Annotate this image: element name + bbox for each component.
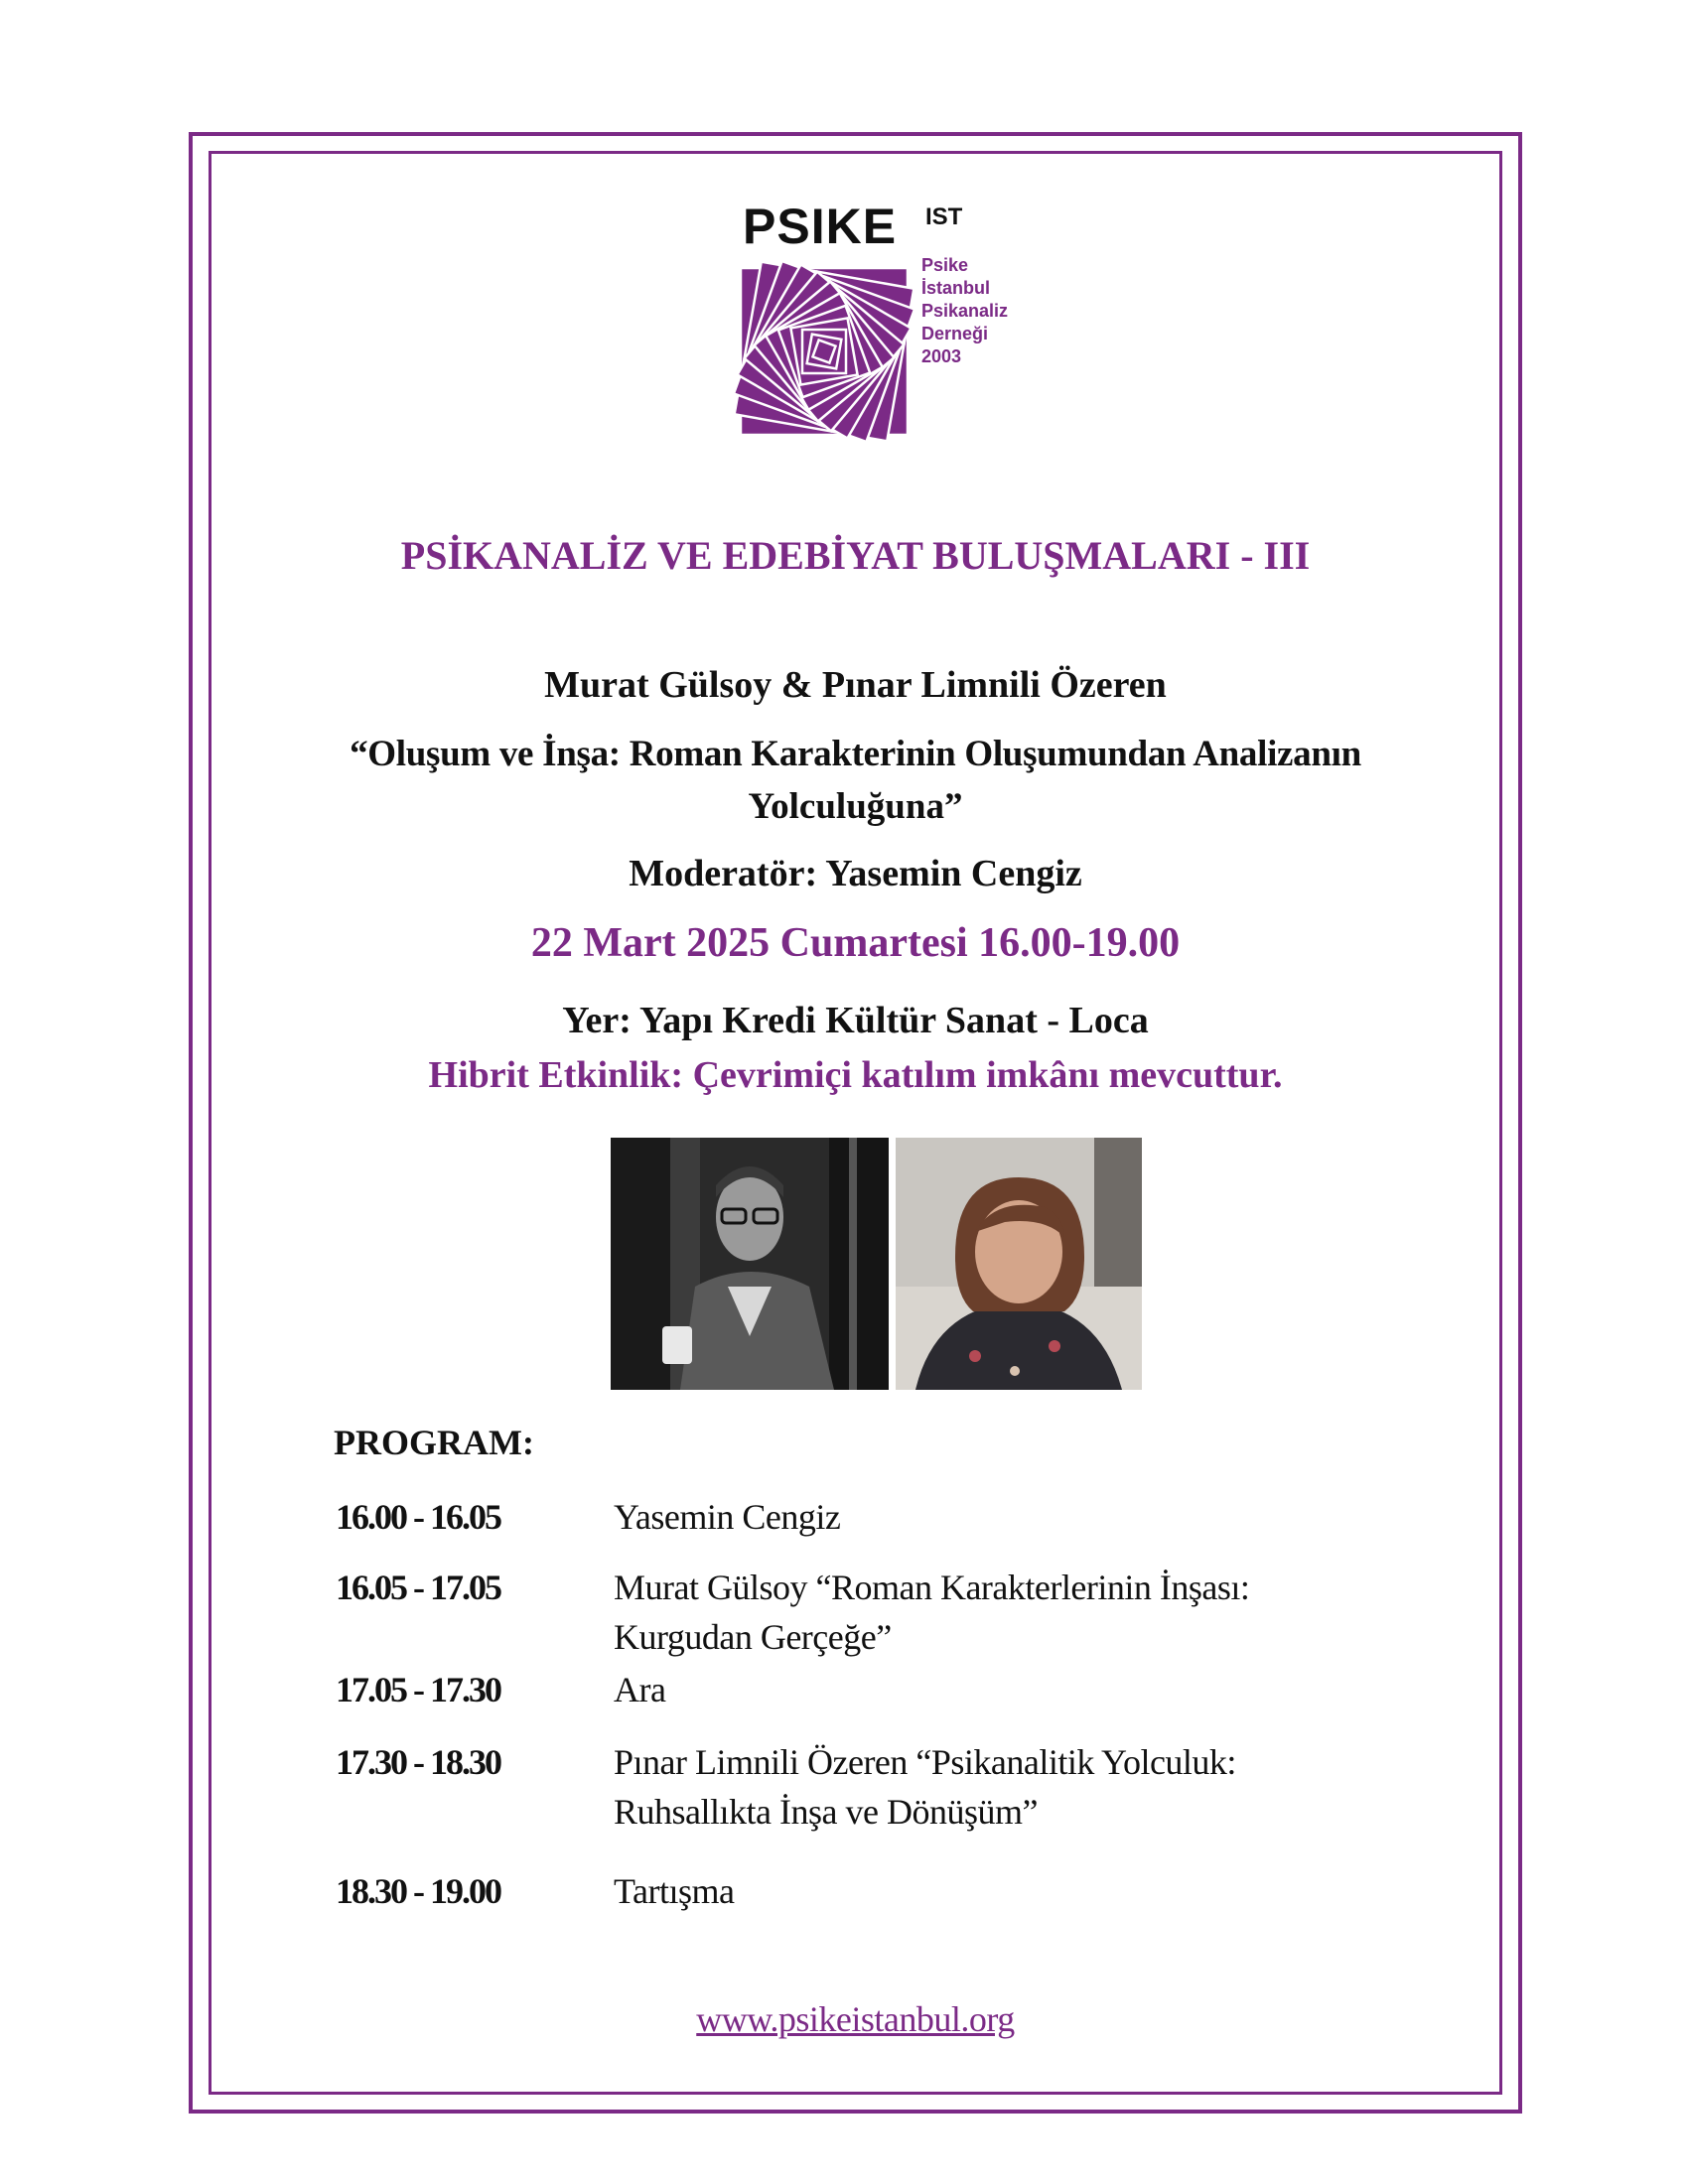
program-time: 16.00 - 16.05 [336,1497,500,1537]
talk-title-line1: “Oluşum ve İnşa: Roman Karakterinin Oluşumundan Analizanın [350,734,1361,774]
program-desc: Tartışma [614,1871,735,1911]
program-time: 16.05 - 17.05 [336,1568,500,1607]
event-venue: Yer: Yapı Kredi Kültür Sanat - Loca [562,1000,1149,1041]
series-title: PSİKANALİZ VE EDEBİYAT BULUŞMALARI - III [400,533,1311,578]
event-datetime: 22 Mart 2025 Cumartesi 16.00-19.00 [530,920,1181,966]
logo-wordmark: PSIKE [743,199,898,254]
psike-logo [715,199,1033,447]
program-time: 18.30 - 19.00 [336,1871,500,1911]
program-time: 17.05 - 17.30 [336,1670,500,1709]
speakers: Murat Gülsoy & Pınar Limnili Özeren [544,664,1167,706]
program-desc: Pınar Limnili Özeren “Psikanalitik Yolculuk: Ruhsallıkta İnşa ve Dönüşüm” [614,1742,1236,1832]
website-link[interactable]: www.psikeistanbul.org [696,1999,1015,2039]
program-desc: Murat Gülsoy “Roman Karakterlerinin İnşası: Kurgudan Gerçeğe” [614,1568,1250,1657]
logo-superscript: IST [925,204,963,230]
program-desc: Ara [614,1670,666,1709]
logo-subtitle: Psike İstanbul Psikanaliz Derneği 2003 [921,255,1009,366]
spiral-squares-logo-icon [725,256,923,447]
talk-title-line2: Yolculuğuna” [748,786,963,827]
speaker-photo-murat-gulsoy [611,1138,889,1390]
moderator: Moderatör: Yasemin Cengiz [629,853,1082,894]
program-desc: Yasemin Cengiz [614,1497,841,1537]
hybrid-note: Hibrit Etkinlik: Çevrimiçi katılım imkânı mevcuttur. [428,1054,1283,1096]
speaker-photo-pinar-limnili-ozeren [896,1138,1142,1390]
program-time: 17.30 - 18.30 [336,1742,500,1782]
program-label: PROGRAM: [334,1423,534,1462]
